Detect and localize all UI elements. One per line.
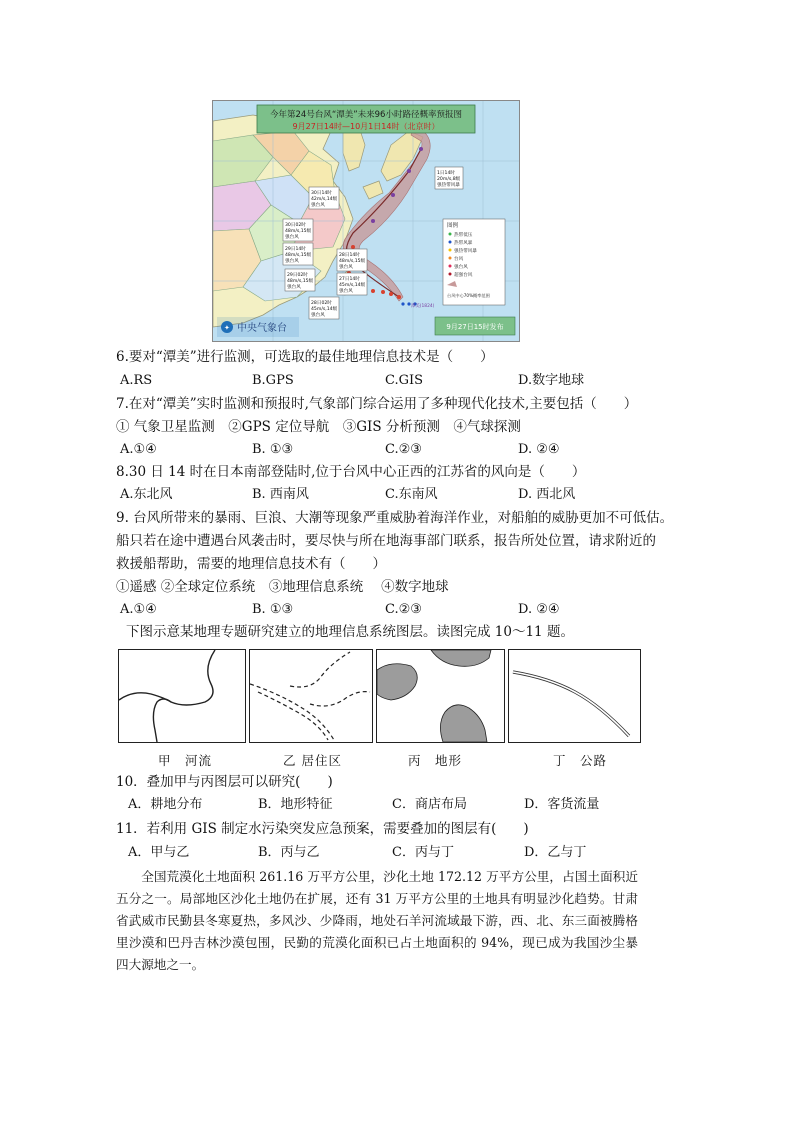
svg-text:45m/s,14级: 45m/s,14级 xyxy=(339,283,366,288)
publisher-name: 中央气象台 xyxy=(237,323,287,334)
q7-option-b[interactable]: B. ①③ xyxy=(252,442,294,457)
q9-option-b[interactable]: B. ①③ xyxy=(252,602,294,617)
svg-text:28日02时: 28日02时 xyxy=(311,301,332,306)
q9-option-d[interactable]: D. ②④ xyxy=(518,602,560,617)
svg-text:45m/s,14级: 45m/s,14级 xyxy=(311,307,338,312)
annot-box-2 xyxy=(309,187,339,209)
layer-caption-ding: 丁 公路 xyxy=(553,753,608,768)
storm-label: 潭美(1824) xyxy=(411,304,435,309)
q11-stem: 11．若利用 GIS 制定水污染突发应急预案，需要叠加的图层有( ) xyxy=(116,821,529,837)
svg-text:强台风: 强台风 xyxy=(454,265,468,270)
q9-stem-line2: 船只若在途中遭遇台风袭击时，要尽快与所在地海事部门联系，报告所处位置，请求附近的 xyxy=(116,533,656,549)
map-title-line1: 今年第24号台风“潭美”未来96小时路径概率预报图 xyxy=(270,110,462,120)
svg-text:29日02时: 29日02时 xyxy=(287,273,308,278)
q7-option-d[interactable]: D. ②④ xyxy=(518,442,560,457)
issue-banner xyxy=(435,317,515,335)
svg-text:强热带风暴: 强热带风暴 xyxy=(437,183,460,188)
q9-items: ①遥感 ②全球定位系统 ③地理信息系统 ④数字地球 xyxy=(116,579,449,595)
q11-option-c[interactable]: C．丙与丁 xyxy=(392,845,454,860)
q11-option-a[interactable]: A．甲与乙 xyxy=(128,845,190,860)
q8-option-a[interactable]: A.东北风 xyxy=(120,487,173,502)
publisher-banner xyxy=(217,317,299,337)
map-legend xyxy=(443,219,505,305)
svg-text:20m/s,8级: 20m/s,8级 xyxy=(437,177,461,182)
q9-stem-line1: 9. 台风所带来的暴雨、巨浪、大潮等现象严重威胁着海洋作业，对船舶的威胁更加不可低估。 xyxy=(116,510,674,526)
svg-text:强台风: 强台风 xyxy=(339,289,353,294)
svg-text:台风中心70%概率范围: 台风中心70%概率范围 xyxy=(447,293,490,298)
q10-stem: 10．叠加甲与丙图层可以研究( ) xyxy=(116,774,333,790)
q10-option-c[interactable]: C．商店布局 xyxy=(392,797,467,812)
svg-text:超强台风: 超强台风 xyxy=(454,273,473,278)
q8-option-b[interactable]: B. 西南风 xyxy=(252,487,309,502)
svg-text:台风: 台风 xyxy=(454,257,464,262)
q6-option-a[interactable]: A.RS xyxy=(120,373,153,388)
svg-text:30日14时: 30日14时 xyxy=(311,191,332,196)
svg-text:48m/s,15级: 48m/s,15级 xyxy=(287,279,314,284)
q8-option-d[interactable]: D. 西北风 xyxy=(518,487,576,502)
q7-stem: 7.在对“潭美”实时监测和预报时,气象部门综合运用了多种现代化技术,主要包括（ ） xyxy=(116,396,638,412)
layer-caption-jia: 甲 河流 xyxy=(158,753,213,768)
svg-text:强台风: 强台风 xyxy=(311,203,325,208)
issue-time: 9月27日15时发布 xyxy=(446,323,504,331)
q9-option-c[interactable]: C.②③ xyxy=(385,602,422,617)
typhoon-map-svg xyxy=(213,101,519,341)
q10-option-a[interactable]: A．耕地分布 xyxy=(128,797,203,812)
layer-bing-terrain xyxy=(376,649,505,743)
svg-text:热带低压: 热带低压 xyxy=(454,233,473,238)
annot-box-1 xyxy=(435,167,463,189)
svg-text:热带风暴: 热带风暴 xyxy=(454,241,473,246)
layer-yi-settlement xyxy=(249,649,373,743)
svg-text:强台风: 强台风 xyxy=(311,313,325,318)
svg-text:✦: ✦ xyxy=(224,324,230,332)
annot-box-5 xyxy=(337,249,367,271)
annot-box-3 xyxy=(283,219,313,241)
svg-text:图例: 图例 xyxy=(447,223,459,229)
svg-text:强台风: 强台风 xyxy=(339,265,353,270)
svg-text:42m/s,14级: 42m/s,14级 xyxy=(311,197,338,202)
map-title-line2: 9月27日14时—10月1日14时（北京时） xyxy=(292,122,440,131)
q6-stem: 6.要对“潭美”进行监测，可选取的最佳地理信息技术是（ ） xyxy=(116,349,494,365)
annot-box-8 xyxy=(309,297,339,319)
layer-caption-yi: 乙 居住区 xyxy=(283,753,342,768)
q11-option-b[interactable]: B．丙与乙 xyxy=(258,845,320,860)
svg-text:48m/s,15级: 48m/s,15级 xyxy=(339,259,366,264)
layer-ding-road xyxy=(508,649,641,743)
layer-caption-bing: 丙 地形 xyxy=(408,753,463,768)
svg-text:1日14时: 1日14时 xyxy=(437,171,455,176)
q7-items: ① 气象卫星监测 ②GPS 定位导航 ③GIS 分析预测 ④气球探测 xyxy=(116,419,521,435)
annot-box-7 xyxy=(337,273,367,295)
svg-text:27日14时: 27日14时 xyxy=(339,277,360,282)
q10-option-b[interactable]: B．地形特征 xyxy=(258,797,333,812)
svg-text:48m/s,15级: 48m/s,15级 xyxy=(285,253,312,258)
q6-option-c[interactable]: C.GIS xyxy=(385,373,424,388)
typhoon-forecast-map xyxy=(212,100,520,342)
svg-text:30日02时: 30日02时 xyxy=(285,223,306,228)
svg-text:强热带风暴: 强热带风暴 xyxy=(454,249,477,254)
q8-stem: 8.30 日 14 时在日本南部登陆时,位于台风中心正西的江苏省的风向是（ ） xyxy=(116,464,586,480)
q9-stem-line3: 救援船帮助，需要的地理信息技术有（ ） xyxy=(116,556,386,572)
svg-text:28日14时: 28日14时 xyxy=(339,253,360,258)
svg-text:强台风: 强台风 xyxy=(285,235,299,240)
svg-text:强台风: 强台风 xyxy=(287,285,301,290)
layer-jia-river xyxy=(118,649,246,743)
intro-10-11: 下图示意某地理专题研究建立的地理信息系统图层。读图完成 10～11 题。 xyxy=(126,624,574,640)
annot-box-4 xyxy=(283,243,313,265)
q10-option-d[interactable]: D．客货流量 xyxy=(524,797,600,812)
passage-text: 全国荒漠化土地面积 261.16 万平方公里，沙化土地 172.12 万平方公里，占国土面积近五分之一。局部地区沙化土地仍在扩展，还有 31 万平方公里的土地具有明显沙化趋势。甘肃省武威市民勤县冬寒夏热，多风沙、少降雨，地处石羊河流域最下游，西、北、东三面被腾格里沙漠和巴丹吉林沙漠包围，民勤的荒漠化面积已占土地面积的 94%，现已成为我国沙尘暴四大源地之一。 xyxy=(116,869,638,972)
svg-text:48m/s,15级: 48m/s,15级 xyxy=(285,229,312,234)
svg-text:强台风: 强台风 xyxy=(285,259,299,264)
reading-passage xyxy=(116,866,638,976)
q11-option-d[interactable]: D．乙与丁 xyxy=(524,845,587,860)
svg-text:29日14时: 29日14时 xyxy=(285,247,306,252)
q8-option-c[interactable]: C.东南风 xyxy=(385,487,438,502)
q9-option-a[interactable]: A.①④ xyxy=(120,602,157,617)
q6-option-b[interactable]: B.GPS xyxy=(252,373,294,388)
annot-box-6 xyxy=(285,269,315,291)
q6-option-d[interactable]: D.数字地球 xyxy=(518,373,585,388)
q7-option-c[interactable]: C.②③ xyxy=(385,442,422,457)
q7-option-a[interactable]: A.①④ xyxy=(120,442,157,457)
